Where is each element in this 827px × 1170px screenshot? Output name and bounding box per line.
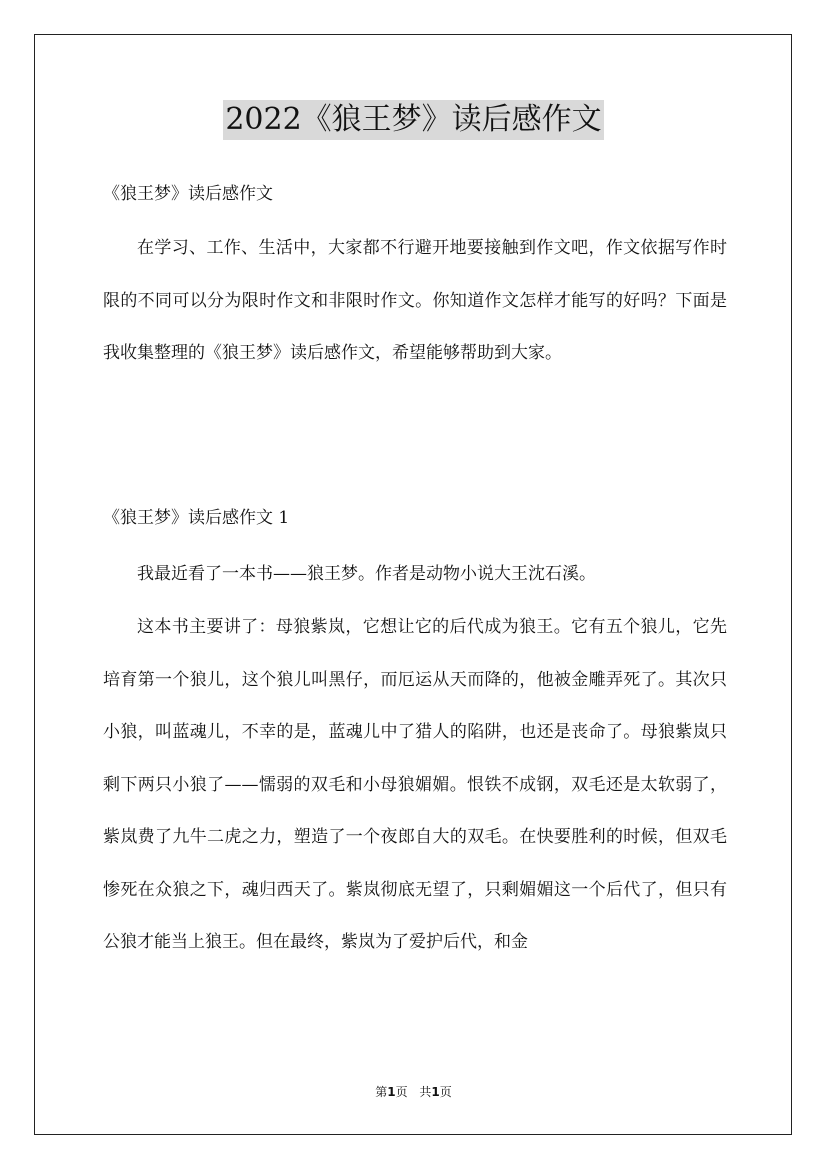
- page-indicator: [375, 1085, 407, 1099]
- title-container: [0, 100, 827, 140]
- total-indicator: [419, 1085, 451, 1099]
- page-prefix: 第: [375, 1085, 388, 1099]
- total-number: 1: [431, 1085, 440, 1099]
- page-footer: [0, 1083, 827, 1100]
- page-number: 1: [387, 1085, 396, 1099]
- document-title: 2022《狼王梦》读后感作文: [223, 100, 603, 140]
- section-heading: 《狼王梦》读后感作文 1: [103, 508, 290, 528]
- intro-heading: 《狼王梦》读后感作文: [103, 184, 273, 204]
- total-prefix: 共: [419, 1085, 432, 1099]
- page-suffix: 页: [395, 1085, 408, 1099]
- section-paragraph: 这本书主要讲了：母狼紫岚，它想让它的后代成为狼王。它有五个狼儿，它先培育第一个狼儿，这个狼儿叫黑仔，而厄运从天而降的，他被金雕弄死了。其次只小狼，叫蓝魂儿，不幸的是，蓝魂儿中了猎人的陷阱，也还是丧命了。母狼紫岚只剩下两只小狼了——懦弱的双毛和小母狼媚媚。恨铁不成钢，双毛还是太软弱了，紫岚费了九牛二虎之力，塑造了一个夜郎自大的双毛。在快要胜利的时候，但双毛惨死在众狼之下，魂归西天了。紫岚彻底无望了，只剩媚媚这一个后代了，但只有公狼才能当上狼王。但在最终，紫岚为了爱护后代，和金: [103, 617, 727, 952]
- intro-paragraph: 在学习、工作、生活中，大家都不行避开地要接触到作文吧，作文依据写作时限的不同可以分为限时作文和非限时作文。你知道作文怎样才能写的好吗？下面是我收集整理的《狼王梦》读后感作文，希望能够帮助到大家。: [103, 238, 727, 363]
- total-suffix: 页: [439, 1085, 452, 1099]
- section-paragraph: 我最近看了一本书——狼王梦。作者是动物小说大王沈石溪。: [137, 564, 596, 584]
